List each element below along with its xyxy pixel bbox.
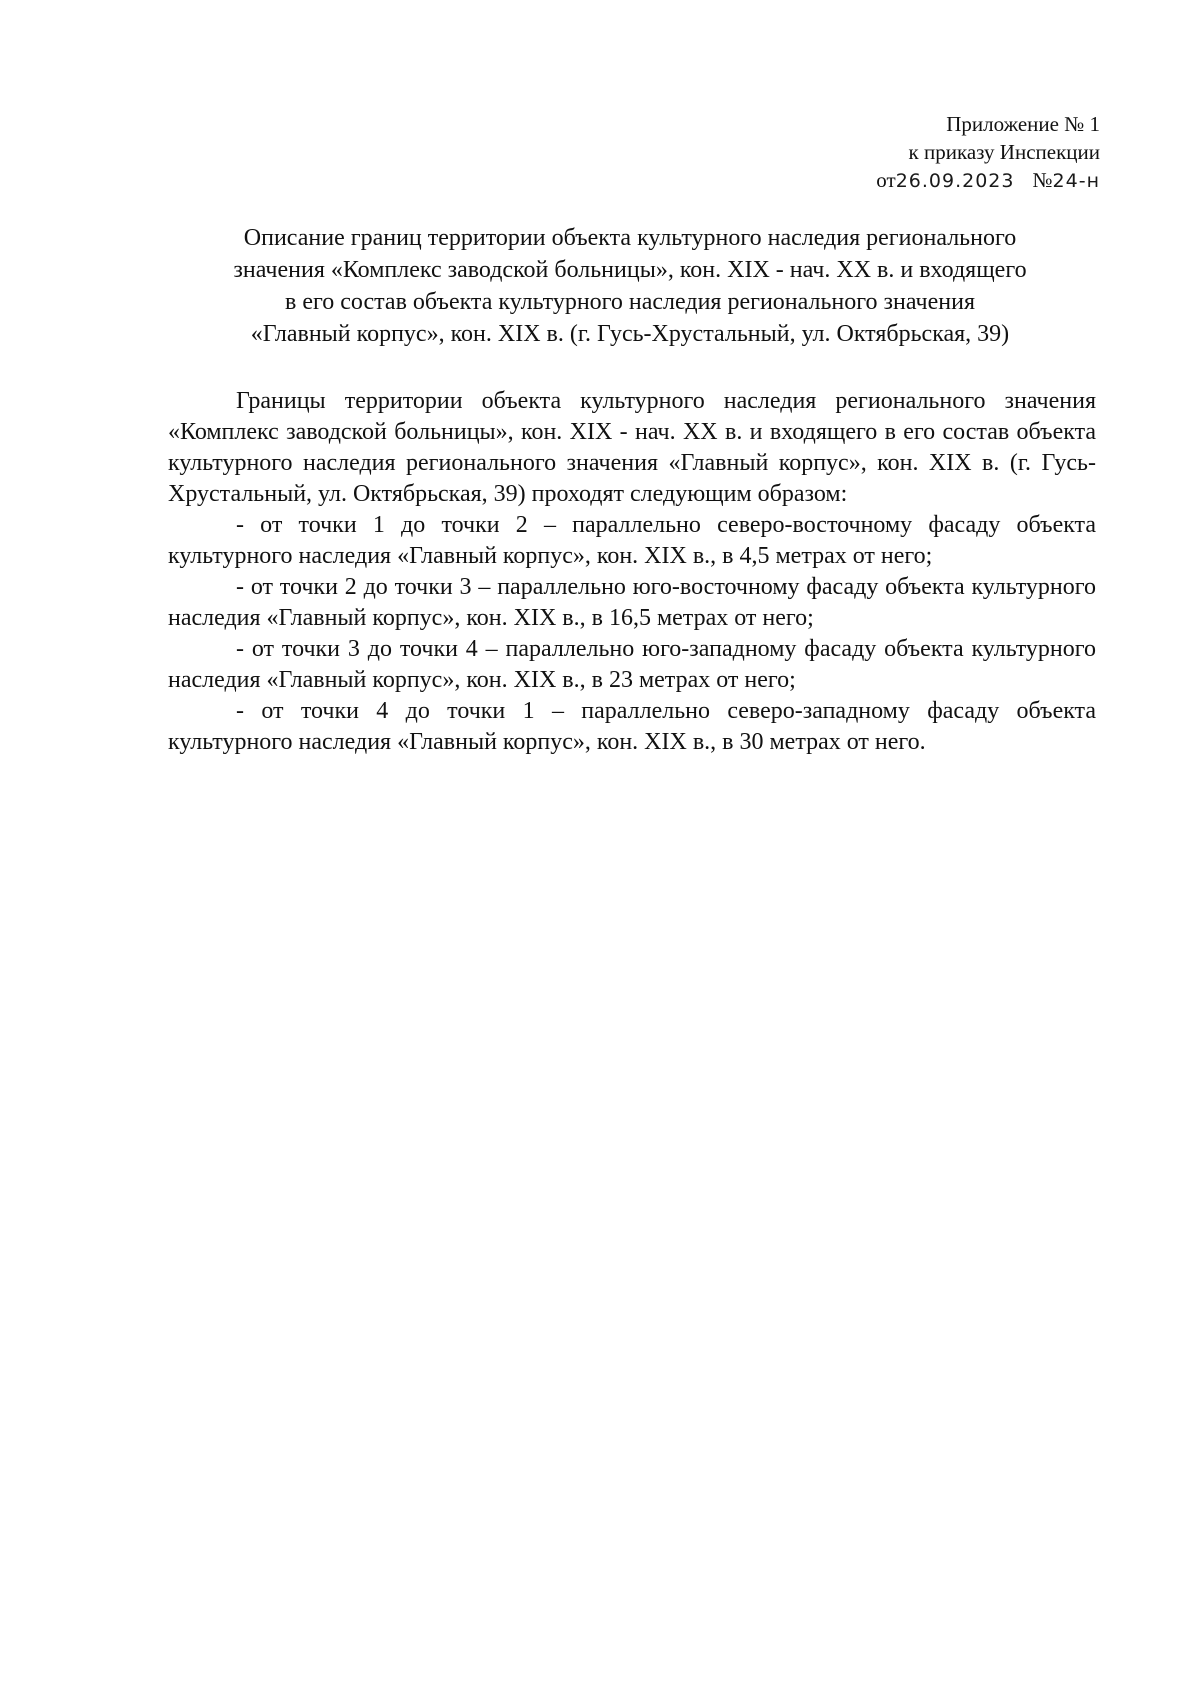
appendix-header: [760, 110, 1100, 195]
title-line-4: «Главный корпус», кон. XIX в. (г. Гусь-Хрустальный, ул. Октябрьская, 39): [250, 321, 1010, 347]
title-line-1: Описание границ территории объекта культурного наследия регионального: [243, 225, 1017, 251]
appendix-number: Приложение № 1: [946, 112, 1100, 136]
order-number-handwritten: 24-н: [1052, 170, 1100, 192]
order-number: [1032, 166, 1100, 195]
order-date-number: [760, 166, 1100, 195]
order-date-handwritten: 26.09.2023: [895, 170, 1015, 192]
title-line-2: значения «Комплекс заводской больницы», кон. XIX - нач. XX в. и входящего: [233, 257, 1027, 283]
order-date-prefix: от: [876, 168, 896, 192]
boundary-item-3: - от точки 3 до точки 4 – параллельно юго-западному фасаду объекта культурного наследия «Главный корпус», кон. XIX в., в 23 метрах от него;: [168, 636, 1096, 693]
boundary-item-2: - от точки 2 до точки 3 – параллельно юго-восточному фасаду объекта культурного наследия «Главный корпус», кон. XIX в., в 16,5 метрах от него;: [168, 574, 1096, 631]
document-title: [150, 222, 1110, 350]
order-number-prefix: №: [1032, 168, 1053, 192]
order-date: [876, 166, 1014, 195]
title-line-3: в его состав объекта культурного наследия регионального значения: [285, 289, 975, 315]
boundary-item-1: - от точки 1 до точки 2 – параллельно северо-восточному фасаду объекта культурного наследия «Главный корпус», кон. XIX в., в 4,5 метрах от него;: [168, 512, 1096, 569]
intro-paragraph: Границы территории объекта культурного наследия регионального значения «Комплекс заводской больницы», кон. XIX - нач. XX в. и входящего в его состав объекта культурного наследия регионального значения «Главный корпус», кон. XIX в. (г. Гусь-Хрустальный, ул. Октябрьская, 39) проходят следующим образом:: [168, 388, 1096, 507]
document-body: [168, 386, 1096, 758]
appendix-order-ref: к приказу Инспекции: [908, 140, 1100, 164]
boundary-item-4: - от точки 4 до точки 1 – параллельно северо-западному фасаду объекта культурного наследия «Главный корпус», кон. XIX в., в 30 метрах от него.: [168, 698, 1096, 755]
